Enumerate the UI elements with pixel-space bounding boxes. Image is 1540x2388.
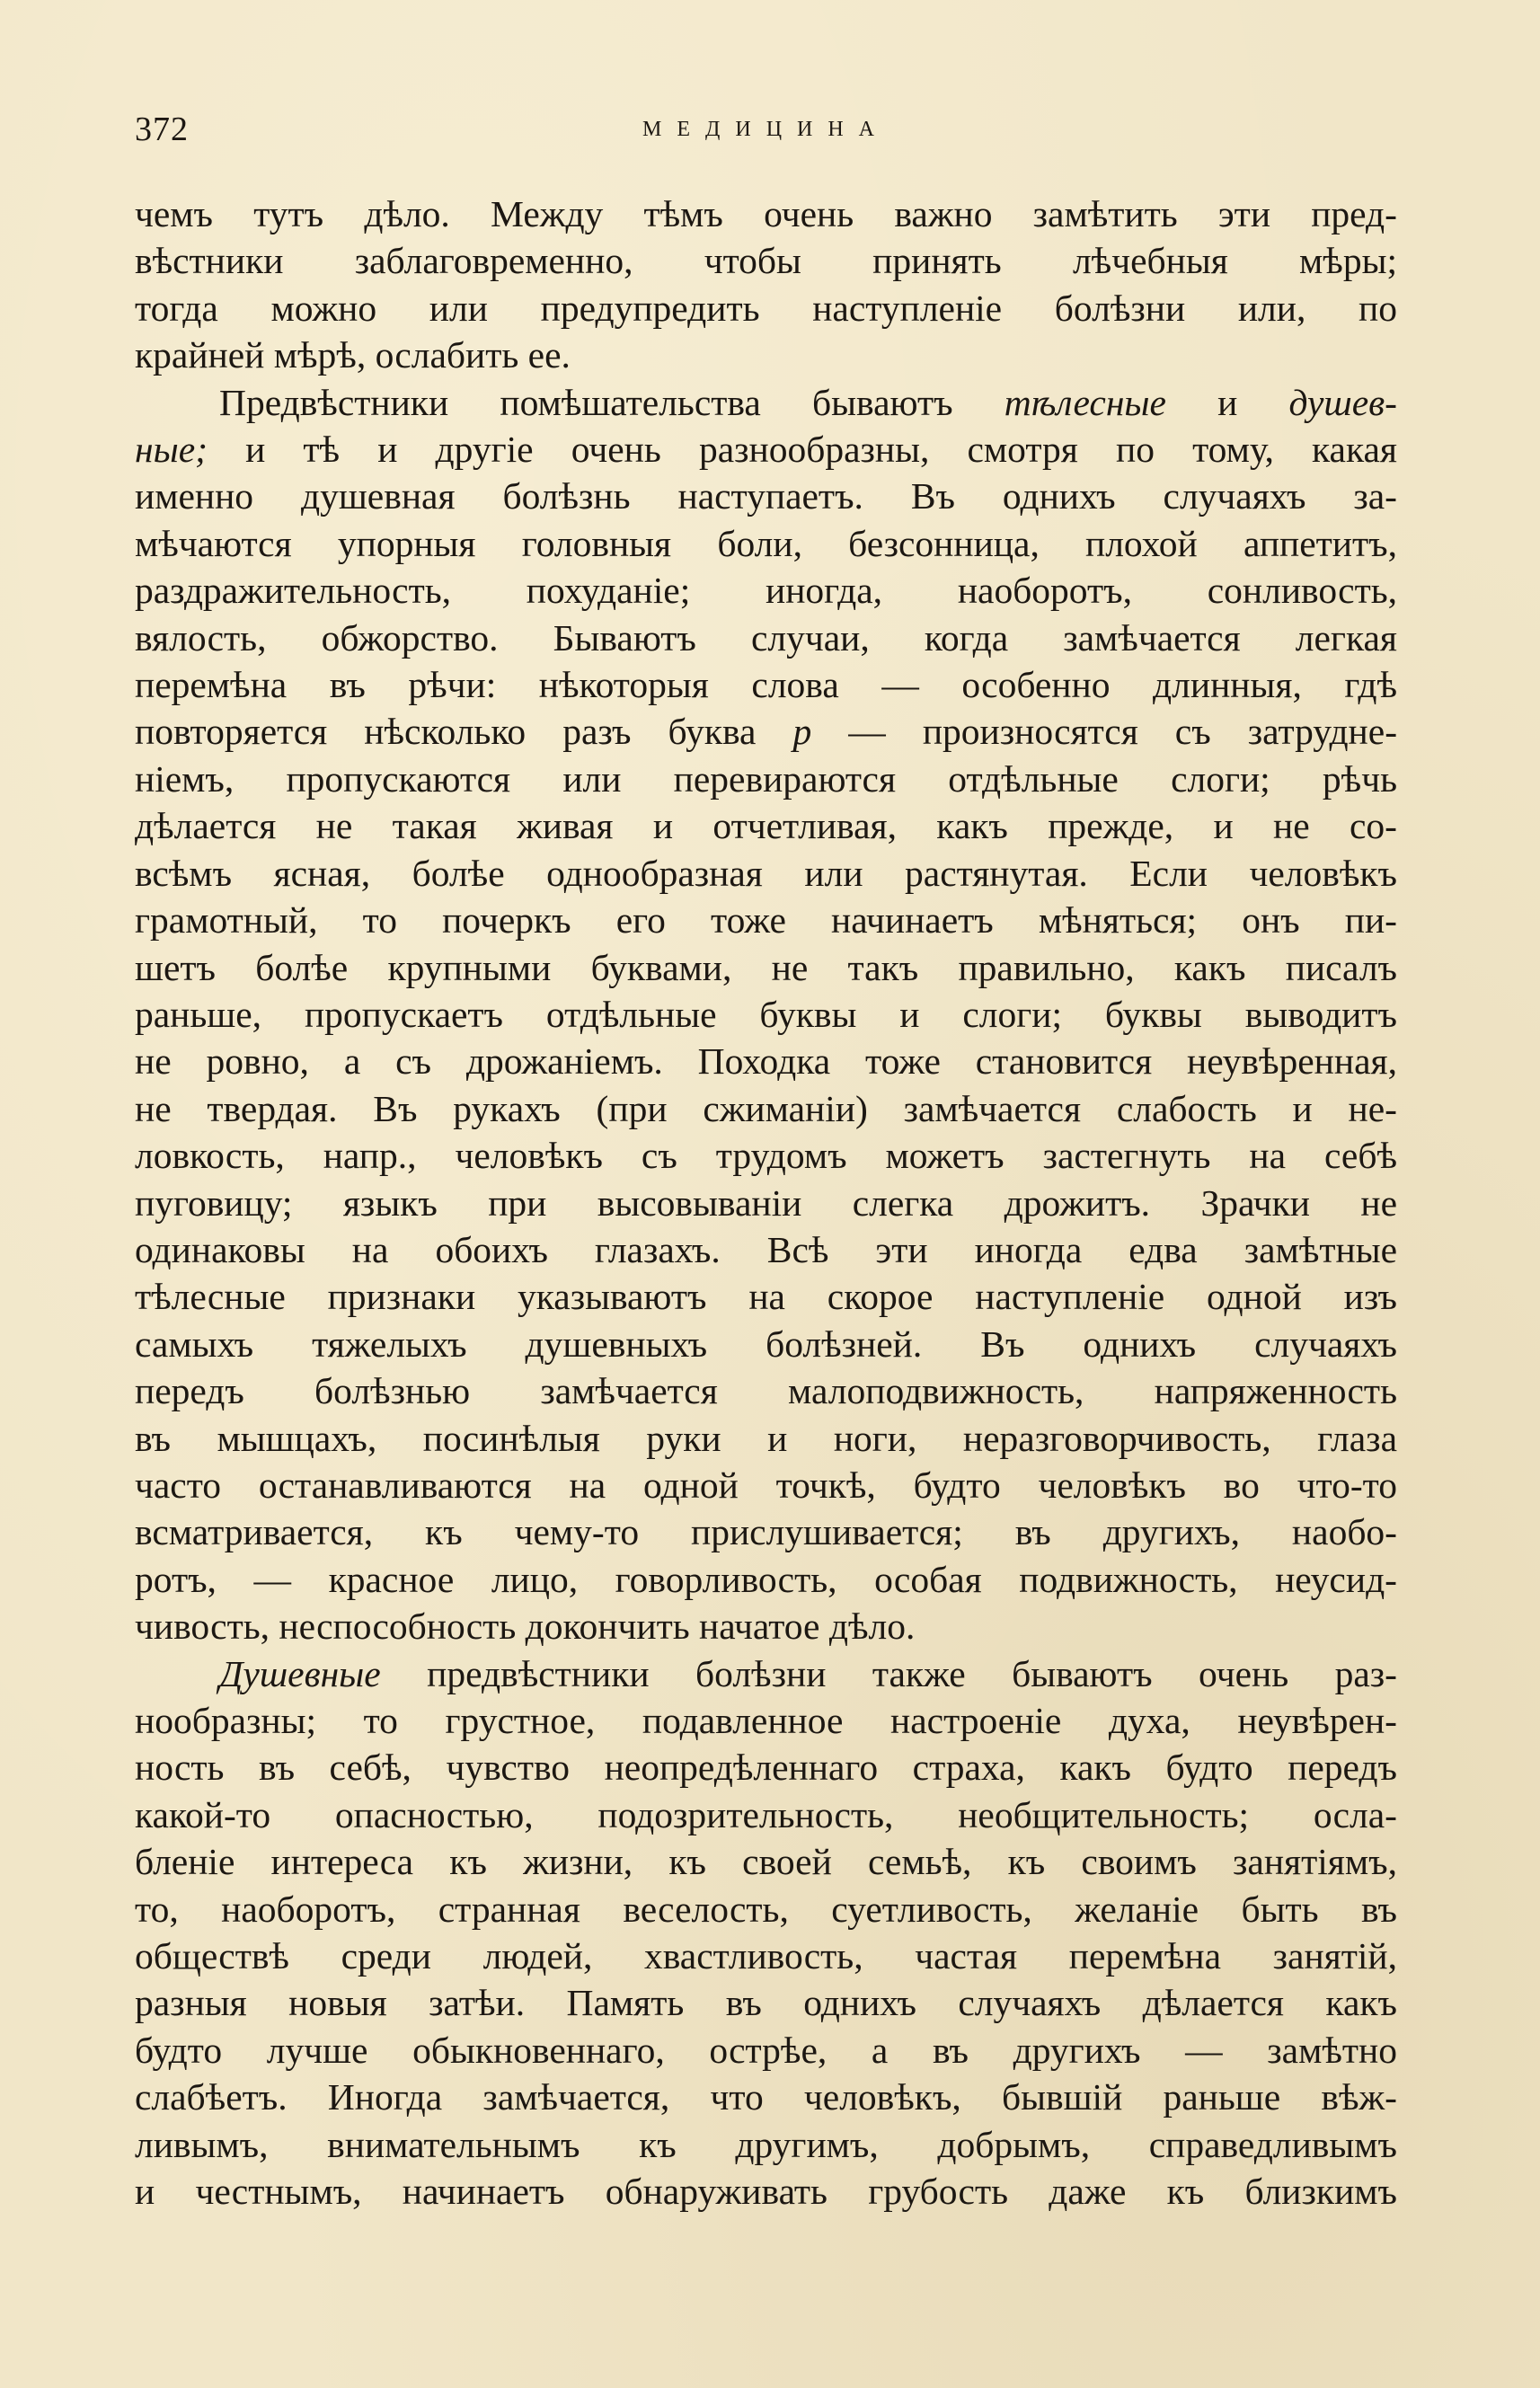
text-line: пуговицу; языкъ при высовываніи слегка дрожитъ. Зрачки не bbox=[135, 1181, 1397, 1224]
text-line: ловкость, напр., человѣкъ съ трудомъ можетъ застегнуть на себѣ bbox=[135, 1135, 1397, 1177]
text-line: Предвѣстники помѣшательства бываютъ тѣлесные и душев- bbox=[219, 381, 1397, 423]
paragraph-2 bbox=[135, 379, 1397, 1650]
body-text bbox=[135, 190, 1397, 2215]
text-line: дѣлается не такая живая и отчетливая, какъ прежде, и не со- bbox=[135, 805, 1397, 847]
text-line: вѣстники заблаговременно, чтобы принять лѣчебныя мѣры; bbox=[135, 240, 1397, 282]
text-line: обществѣ среди людей, хвастливость, частая перемѣна занятій, bbox=[135, 1935, 1397, 1977]
text-line: самыхъ тяжелыхъ душевныхъ болѣзней. Въ однихъ случаяхъ bbox=[135, 1322, 1397, 1365]
text-line: разныя новыя затѣи. Память въ однихъ случаяхъ дѣлается какъ bbox=[135, 1982, 1397, 2024]
text-line: ніемъ, пропускаются или перевираются отдѣльные слоги; рѣчь bbox=[135, 757, 1397, 800]
text-line: всматривается, къ чему-то прислушивается; въ другихъ, наобо- bbox=[135, 1511, 1397, 1553]
text-line: часто останавливаются на одной точкѣ, будто человѣкъ во что-то bbox=[135, 1464, 1397, 1506]
text-line: какой-то опасностью, подозрительность, необщительность; осла- bbox=[135, 1793, 1397, 1835]
text-line: одинаковы на обоихъ глазахъ. Всѣ эти иногда едва замѣтные bbox=[135, 1228, 1397, 1270]
text-line: именно душевная болѣзнь наступаетъ. Въ однихъ случаяхъ за- bbox=[135, 475, 1397, 517]
text-line: будто лучше обыкновеннаго, острѣе, а въ другихъ — замѣтно bbox=[135, 2029, 1397, 2071]
text-line: не твердая. Въ рукахъ (при сжиманіи) замѣчается слабость и не- bbox=[135, 1087, 1397, 1129]
text-line: тѣлесные признаки указываютъ на скорое наступленіе одной изъ bbox=[135, 1276, 1397, 1318]
running-head: МЕДИЦИНА bbox=[642, 118, 890, 141]
text-line: раздражительность, похуданіе; иногда, наоборотъ, сонливость, bbox=[135, 570, 1397, 612]
text-line: повторяется нѣсколько разъ буква р — произносятся съ затрудне- bbox=[135, 711, 1397, 753]
text-line: чивость, неспособность докончить начатое дѣло. bbox=[135, 1605, 916, 1648]
text-line: бленіе интереса къ жизни, къ своей семьѣ, къ своимъ занятіямъ, bbox=[135, 1841, 1397, 1883]
text-line: Душевные предвѣстники болѣзни также бываютъ очень раз- bbox=[219, 1652, 1397, 1694]
text-line: не ровно, а съ дрожаніемъ. Походка тоже становится неувѣренная, bbox=[135, 1040, 1397, 1083]
text-line: тогда можно или предупредить наступленіе болѣзни или, по bbox=[135, 287, 1397, 329]
text-line: крайней мѣрѣ, ослабить ее. bbox=[135, 334, 571, 376]
text-line: вялость, обжорство. Бываютъ случаи, когда замѣчается легкая bbox=[135, 616, 1397, 659]
text-line: передъ болѣзнью замѣчается малоподвижность, напряженность bbox=[135, 1370, 1397, 1412]
text-line: ротъ, — красное лицо, говорливость, особая подвижность, неусид- bbox=[135, 1558, 1397, 1600]
text-line: и честнымъ, начинаетъ обнаруживать грубость даже къ близкимъ bbox=[135, 2171, 1397, 2213]
page-number: 372 bbox=[135, 111, 189, 148]
text-line: то, наоборотъ, странная веселость, суетливость, желаніе быть въ bbox=[135, 1888, 1397, 1930]
text-line: перемѣна въ рѣчи: нѣкоторыя слова — особенно длинныя, гдѣ bbox=[135, 664, 1397, 706]
text-line: въ мышцахъ, посинѣлыя руки и ноги, неразговорчивость, глаза bbox=[135, 1417, 1397, 1459]
text-line: ливымъ, внимательнымъ къ другимъ, добрымъ, справедливымъ bbox=[135, 2123, 1397, 2165]
text-line: мѣчаются упорныя головныя боли, безсонница, плохой аппетитъ, bbox=[135, 522, 1397, 564]
text-line: слабѣетъ. Иногда замѣчается, что человѣкъ, бывшій раньше вѣж- bbox=[135, 2076, 1397, 2118]
text-line: чемъ тутъ дѣло. Между тѣмъ очень важно замѣтить эти пред- bbox=[135, 193, 1397, 234]
text-line: шетъ болѣе крупными буквами, не такъ правильно, какъ писалъ bbox=[135, 946, 1397, 988]
text-line: ные; и тѣ и другіе очень разнообразны, смотря по тому, какая bbox=[135, 429, 1397, 471]
paragraph-1 bbox=[135, 190, 1397, 379]
text-line: всѣмъ ясная, болѣе однообразная или растянутая. Если человѣкъ bbox=[135, 852, 1397, 894]
text-line: ность въ себѣ, чувство неопредѣленнаго страха, какъ будто передъ bbox=[135, 1747, 1397, 1789]
text-line: раньше, пропускаетъ отдѣльные буквы и слоги; буквы выводитъ bbox=[135, 993, 1397, 1035]
page-header bbox=[135, 110, 1397, 155]
paragraph-3 bbox=[135, 1650, 1397, 2216]
text-line: грамотный, то почеркъ его тоже начинаетъ мѣняться; онъ пи- bbox=[135, 899, 1397, 942]
text-line: нообразны; то грустное, подавленное настроеніе духа, неувѣрен- bbox=[135, 1700, 1397, 1741]
